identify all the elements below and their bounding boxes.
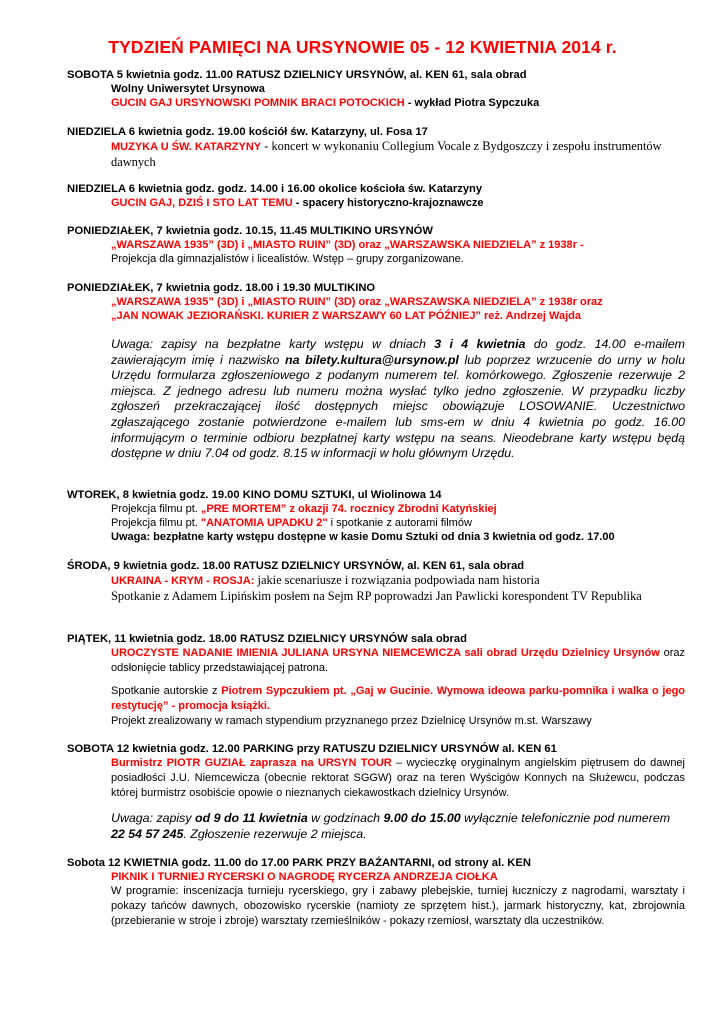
- event-wednesday-9: [67, 559, 685, 604]
- event-desc: jakie scenariusze i rozwiązania podpowiada nam historia: [254, 573, 540, 587]
- event-desc: – wycieczkę oryginalnym angielskim piętrusem do dawnej posiadłości J.U. Niemcewicza (obecnie rektorat SGGW) oraz na teren Wyścigów Konnych na Służewcu, podczas której burmistrz osobiście opowie o nieznanych ciekawostkach dzielnicy Ursynów.: [111, 757, 685, 799]
- note-dates: 3 i 4 kwietnia: [434, 337, 526, 351]
- event-monday-7-morning: [67, 224, 685, 266]
- event-desc: i spotkanie z autorami filmów: [327, 517, 472, 529]
- event-heading: PIĄTEK, 11 kwietnia godz. 18.00 RATUSZ DZIELNICY URSYNÓW sala obrad: [67, 633, 467, 645]
- event-title-2: „JAN NOWAK JEZIORAŃSKI. KURIER Z WARSZAWY 60 LAT PÓŹNIEJ” reż. Andrzej Wajda: [111, 310, 581, 322]
- event-title: „WARSZAWA 1935” (3D) i „MIASTO RUIN” (3D) oraz „WARSZAWSKA NIEDZIELA” z 1938r oraz: [111, 296, 603, 308]
- event-title: UKRAINA - KRYM - ROSJA:: [111, 575, 255, 587]
- registration-note: [111, 337, 685, 462]
- event-heading: PONIEDZIAŁEK, 7 kwietnia godz. 18.00 i 19.30 MULTIKINO: [67, 282, 376, 294]
- event-heading: NIEDZIELA 6 kwietnia godz. 19.00 kościół św. Katarzyny, ul. Fosa 17: [67, 126, 428, 138]
- note-text: do godz. 14.00 e-mailem zawierającym imię i nazwisko: [111, 337, 685, 367]
- event-note: Uwaga: bezpłatne karty wstępu dostępne w kasie Domu Sztuki od dnia 3 kwietnia od godz. 17.00: [111, 531, 615, 543]
- event-book: Piotrem Sypczukiem pt. „Gaj w Gucinie. Wymowa ideowa parku-pomnika i walka o jego restytucję” - promocja książki.: [111, 685, 686, 712]
- event-heading: Sobota 12 KWIETNIA godz. 11.00 do 17.00 PARK PRZY BAŻANTARNI, od strony al. KEN: [67, 857, 531, 869]
- event-desc: Projekcja dla gimnazjalistów i licealistów. Wstęp – grupy zorganizowane.: [111, 253, 464, 265]
- event-title: „PRE MORTEM” z okazji 74. rocznicy Zbrodni Katyńskiej: [200, 503, 497, 515]
- event-sunday-6-concert: [67, 125, 685, 170]
- note-email: na bilety.kultura@ursynow.pl: [285, 352, 459, 367]
- event-heading: WTOREK, 8 kwietnia godz. 19.00 KINO DOMU SZTUKI, ul Wiolinowa 14: [67, 489, 442, 501]
- event-desc: - spacery historyczno-krajoznawcze: [292, 197, 484, 209]
- note-phone: 22 54 57 245: [111, 826, 184, 841]
- event-heading: NIEDZIELA 6 kwietnia godz. godz. 14.00 i 16.00 okolice kościoła św. Katarzyny: [67, 183, 483, 195]
- event-title: Burmistrz PIOTR GUZIAŁ zaprasza na URSYN TOUR: [111, 757, 392, 769]
- note-text: Uwaga: zapisy: [111, 811, 196, 825]
- event-saturday-12-tour: [67, 742, 685, 842]
- note-text: lub poprzez wrzucenie do urny w holu Urzędu formularza zgłoszeniowego z podanym numerem tel. komórkowego. Zgłoszenie rezerwuje 2 miejsca. Z jednego adresu lub numeru można wysłać tylko jedno zgłoszenie. W przypadku liczby zgłoszeń przekraczającej ilość dostępnych miejsc obowiązuje LOSOWANIE. Uczestnictwo zgłaszającego zostanie potwierdzone e-mailem lub sms-em w dniu 4 kwietnia po godz. 16.00 informującym o terminie odbioru bezpłatnej karty wstępu na seans. Nieodebrane karty wstępu będą dostępne w dniu 7.04 od godz. 8.15 w informacji w holu głównym Urzędu.: [111, 352, 685, 461]
- event-heading: PONIEDZIAŁEK, 7 kwietnia godz. 10.15, 11.45 MULTIKINO URSYNÓW: [67, 225, 433, 237]
- event-friday-11: [67, 632, 685, 728]
- event-desc: W programie: inscenizacja turnieju rycerskiego, gry i zabawy plebejskie, turniej łuczniczy z nagrodami, warsztaty i pokazy tańców dawnych, obozowisko rycerskie (namioty ze sprzętem hist.), jarmark historyczny, kat, zbrojownia (przebieranie w stroje i zbroje) warsztaty rzemieślników - pokazy rzemiosł, warsztaty dla uczestników.: [111, 885, 685, 927]
- note-hours: 9.00 do 15.00: [383, 811, 461, 825]
- event-heading: SOBOTA 5 kwietnia godz. 11.00 RATUSZ DZIELNICY URSYNÓW, al. KEN 61, sala obrad: [67, 69, 527, 81]
- event-heading: SOBOTA 12 kwietnia godz. 12.00 PARKING przy RATUSZU DZIELNICY URSYNÓW al. KEN 61: [67, 743, 557, 755]
- event-title: MUZYKA U ŚW. KATARZYNY: [111, 141, 262, 153]
- note-text: w godzinach: [307, 811, 384, 825]
- event-desc: Projekcja filmu pt.: [111, 503, 201, 515]
- event-desc: - koncert w wykonaniu Collegium Vocale z Bydgoszczy i zespołu instrumentów dawnych: [111, 139, 662, 169]
- note-text: . Zgłoszenie rezerwuje 2 miejsca.: [183, 826, 367, 841]
- event-saturday-5: [67, 68, 685, 110]
- event-desc-2: Spotkanie z Adamem Lipińskim posłem na Sejm RP poprowadzi Jan Pawlicki korespondent TV Republika: [111, 589, 642, 603]
- event-line: Wolny Uniwersytet Ursynowa: [111, 83, 265, 95]
- event-desc: Spotkanie autorskie z: [111, 685, 222, 697]
- event-tuesday-8: [67, 488, 685, 544]
- note-dates: od 9 do 11 kwietnia: [195, 811, 308, 825]
- event-heading: ŚRODA, 9 kwietnia godz. 18.00 RATUSZ DZIELNICY URSYNÓW, al. KEN 61, sala obrad: [67, 560, 525, 572]
- event-title: UROCZYSTE NADANIE IMIENIA JULIANA URSYNA NIEMCEWICZA sali obrad Urzędu Dzielnicy Ursynów: [111, 647, 660, 659]
- event-title: "ANATOMIA UPADKU 2": [200, 517, 328, 529]
- event-desc: oraz odsłonięcie tablicy przedstawiającej patrona.: [111, 647, 685, 674]
- event-saturday-12-picnic: [67, 856, 685, 929]
- event-title: PIKNIK I TURNIEJ RYCERSKI O NAGRODĘ RYCERZA ANDRZEJA CIOŁKA: [111, 871, 498, 883]
- event-title: GUCIN GAJ URSYNOWSKI POMNIK BRACI POTOCKICH: [111, 97, 405, 109]
- event-sunday-6-walks: [67, 182, 685, 210]
- registration-note: [111, 811, 685, 842]
- page-title: TYDZIEŃ PAMIĘCI NA URSYNOWIE 05 - 12 KWIETNIA 2014 r.: [108, 37, 617, 57]
- note-text: Uwaga: zapisy na bezpłatne karty wstępu w dniach: [111, 337, 435, 351]
- note-text: wyłącznie telefonicznie pod numerem: [460, 811, 671, 825]
- event-monday-7-evening: [67, 281, 685, 462]
- event-project: Projekt zrealizowany w ramach stypendium przyznanego przez Dzielnicę Ursynów m.st. Warszawy: [111, 715, 592, 727]
- event-desc: Projekcja filmu pt.: [111, 517, 201, 529]
- event-title: GUCIN GAJ, DZIŚ I STO LAT TEMU: [111, 197, 293, 209]
- event-desc: - wykład Piotra Sypczuka: [404, 97, 540, 109]
- event-title: „WARSZAWA 1935” (3D) i „MIASTO RUIN” (3D) oraz „WARSZAWSKA NIEDZIELA” z 1938r -: [111, 239, 584, 251]
